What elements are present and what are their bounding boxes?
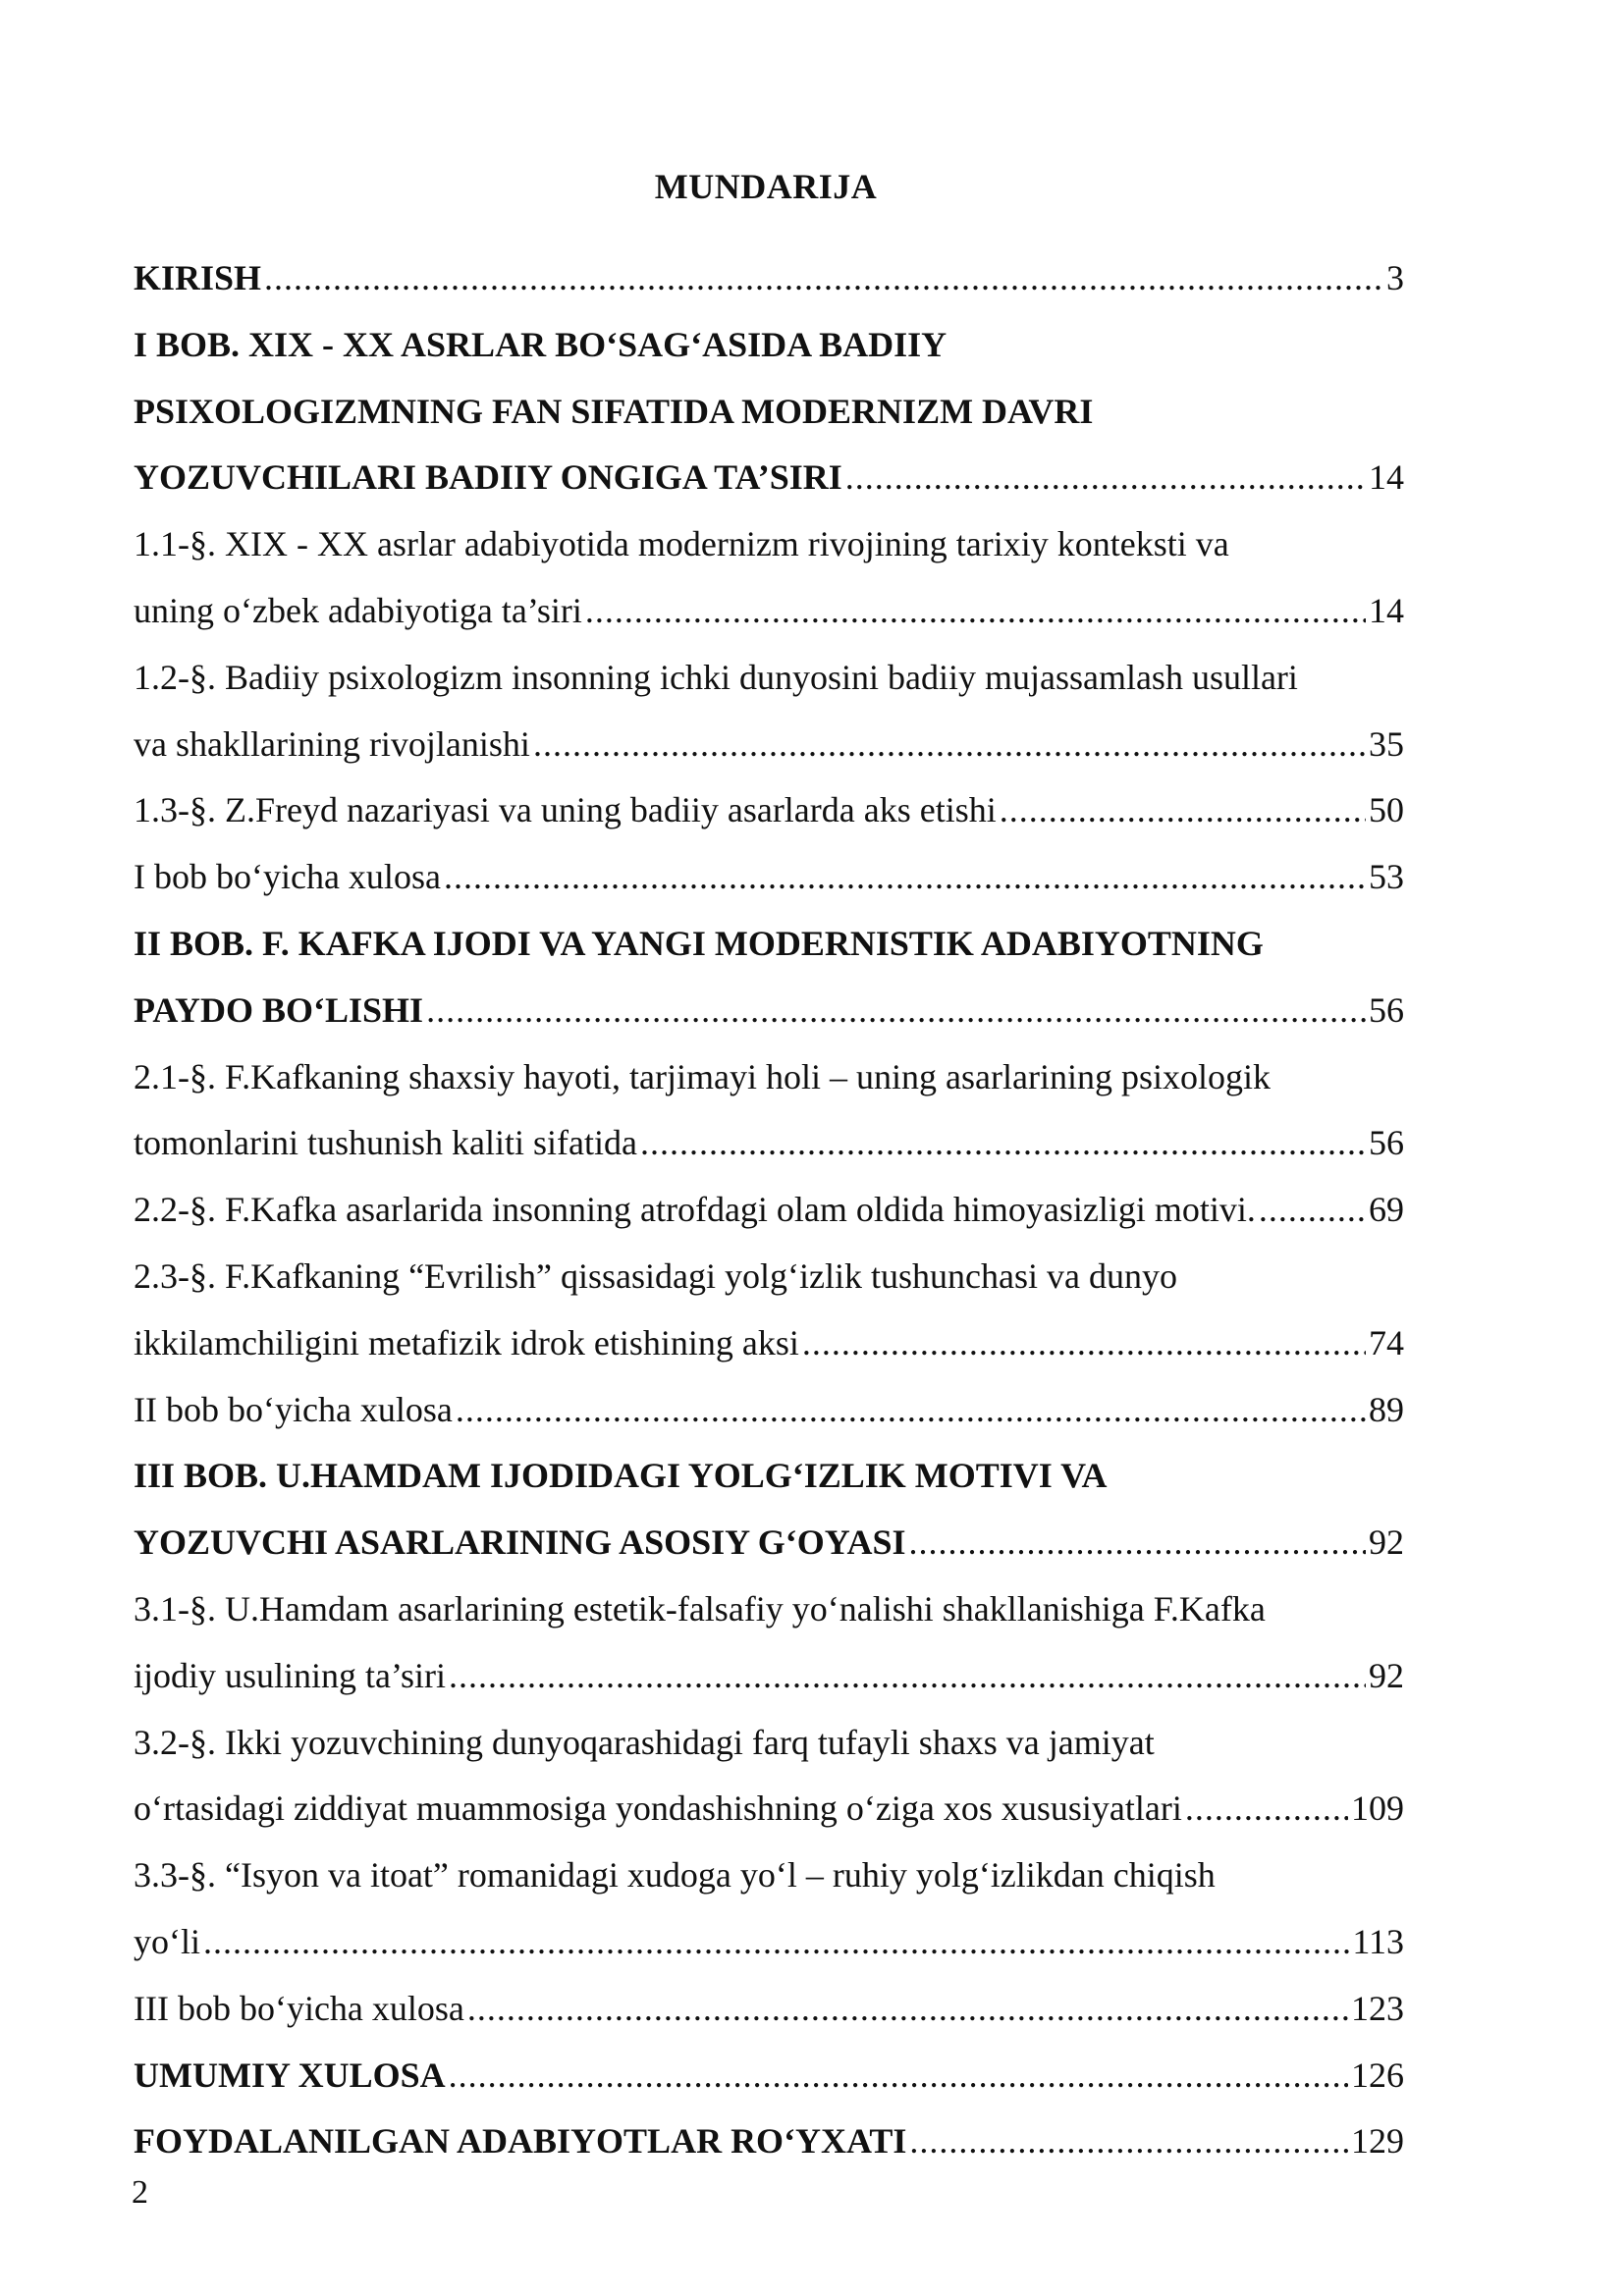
toc-entry-last-line bbox=[134, 578, 1404, 645]
toc-entry-last-line bbox=[134, 2109, 1404, 2175]
toc-entry-line: PSIXOLOGIZMNING FAN SIFATIDA MODERNIZM DAVRI bbox=[134, 391, 1094, 431]
dot-leader bbox=[909, 1510, 1366, 1576]
toc-entry[interactable] bbox=[134, 1710, 1404, 1843]
dot-leader bbox=[533, 712, 1366, 778]
toc-entry-text: KIRISH bbox=[134, 258, 262, 297]
toc-entry-page-number: 50 bbox=[1369, 790, 1404, 830]
toc-entry-last-line bbox=[134, 1110, 1404, 1177]
dot-leader bbox=[467, 1976, 1348, 2043]
toc-entry-page-number: 109 bbox=[1351, 1789, 1404, 1829]
toc-entry-text: I bob bo‘yicha xulosa bbox=[134, 857, 441, 897]
table-of-contents bbox=[134, 245, 1404, 2175]
toc-entry[interactable] bbox=[134, 1576, 1404, 1710]
toc-entry-line: 1.2-§. Badiiy psixologizm insonning ichki dunyosini badiiy mujassamlash usullari bbox=[134, 657, 1298, 697]
toc-entry[interactable] bbox=[134, 1842, 1404, 1976]
toc-entry-text: tomonlarini tushunish kaliti sifatida bbox=[134, 1123, 637, 1163]
toc-entry-page-number: 113 bbox=[1352, 1921, 1404, 1961]
toc-entry[interactable] bbox=[134, 1244, 1404, 1377]
toc-entry-line: 1.1-§. XIX - XX asrlar adabiyotida modernizm rivojining tarixiy konteksti va bbox=[134, 524, 1229, 564]
toc-entry-line: 3.2-§. Ikki yozuvchining dunyoqarashidagi farq tufayli shaxs va jamiyat bbox=[134, 1722, 1155, 1762]
toc-entry-last-line bbox=[134, 1510, 1404, 1576]
toc-entry[interactable] bbox=[134, 245, 1404, 312]
toc-entry[interactable] bbox=[134, 312, 1404, 511]
toc-entry[interactable] bbox=[134, 1443, 1404, 1576]
toc-entry-page-number: 69 bbox=[1369, 1190, 1404, 1230]
toc-title: MUNDARIJA bbox=[654, 167, 878, 206]
dot-leader bbox=[640, 1110, 1366, 1177]
toc-entry[interactable] bbox=[134, 1377, 1404, 1444]
dot-leader bbox=[203, 1909, 1349, 1976]
dot-leader bbox=[585, 578, 1366, 645]
toc-entry-last-line bbox=[134, 445, 1404, 511]
toc-entry-last-line bbox=[134, 844, 1404, 911]
dot-leader bbox=[456, 1377, 1366, 1444]
toc-entry-text: YOZUVCHI ASARLARINING ASOSIY G‘OYASI bbox=[134, 1522, 906, 1563]
dot-leader bbox=[426, 978, 1366, 1044]
page-number: 2 bbox=[132, 2174, 148, 2211]
toc-entry-page-number: 35 bbox=[1369, 723, 1404, 764]
toc-entry-last-line bbox=[134, 1310, 1404, 1377]
toc-entry-last-line bbox=[134, 2043, 1404, 2109]
toc-entry-last-line bbox=[134, 1177, 1404, 1244]
toc-entry-last-line bbox=[134, 712, 1404, 778]
toc-entry-page-number: 56 bbox=[1369, 989, 1404, 1030]
toc-entry-line: II BOB. F. KAFKA IJODI VA YANGI MODERNISTIK ADABIYOTNING bbox=[134, 923, 1264, 963]
dot-leader bbox=[1185, 1776, 1348, 1842]
toc-entry-page-number: 89 bbox=[1369, 1389, 1404, 1429]
toc-entry-page-number: 126 bbox=[1351, 2055, 1404, 2095]
toc-entry-line: 2.1-§. F.Kafkaning shaxsiy hayoti, tarjimayi holi – uning asarlarining psixologik bbox=[134, 1056, 1271, 1096]
toc-entry[interactable] bbox=[134, 511, 1404, 645]
toc-entry[interactable] bbox=[134, 1976, 1404, 2043]
toc-entry-text: YOZUVCHILARI BADIIY ONGIGA TA’SIRI bbox=[134, 457, 842, 498]
toc-entry-page-number: 129 bbox=[1351, 2121, 1404, 2162]
toc-entry-last-line bbox=[134, 1643, 1404, 1710]
toc-entry-last-line bbox=[134, 777, 1404, 844]
toc-entry-line: III BOB. U.HAMDAM IJODIDAGI YOLG‘IZLIK MOTIVI VA bbox=[134, 1456, 1108, 1496]
dot-leader bbox=[802, 1310, 1366, 1377]
dot-leader bbox=[264, 245, 1383, 312]
toc-entry-text: ijodiy usulining ta’siri bbox=[134, 1655, 447, 1695]
toc-entry-page-number: 92 bbox=[1369, 1655, 1404, 1695]
toc-entry-last-line bbox=[134, 1976, 1404, 2043]
toc-entry-last-line bbox=[134, 1776, 1404, 1842]
toc-entry-page-number: 123 bbox=[1351, 1988, 1404, 2028]
toc-entry[interactable] bbox=[134, 1177, 1404, 1244]
toc-entry-line: I BOB. XIX - XX ASRLAR BO‘SAG‘ASIDA BADIIY bbox=[134, 324, 947, 364]
toc-entry[interactable] bbox=[134, 645, 1404, 778]
toc-entry-page-number: 92 bbox=[1369, 1522, 1404, 1563]
toc-entry[interactable] bbox=[134, 2109, 1404, 2175]
toc-entry-text: UMUMIY XULOSA bbox=[134, 2055, 446, 2095]
dot-leader bbox=[845, 445, 1366, 511]
dot-leader bbox=[1000, 777, 1366, 844]
toc-entry[interactable] bbox=[134, 844, 1404, 911]
toc-entry-text: III bob bo‘yicha xulosa bbox=[134, 1988, 464, 2028]
toc-entry-text: yo‘li bbox=[134, 1921, 200, 1961]
toc-entry-line: 2.3-§. F.Kafkaning “Evrilish” qissasidagi yolg‘izlik tushunchasi va dunyo bbox=[134, 1255, 1177, 1296]
toc-entry-page-number: 56 bbox=[1369, 1123, 1404, 1163]
toc-entry-page-number: 53 bbox=[1369, 857, 1404, 897]
toc-entry-line: 3.3-§. “Isyon va itoat” romanidagi xudoga yo‘l – ruhiy yolg‘izlikdan chiqish bbox=[134, 1855, 1216, 1896]
toc-entry[interactable] bbox=[134, 2043, 1404, 2109]
toc-entry-text: 1.3-§. Z.Freyd nazariyasi va uning badiiy asarlarda aks etishi bbox=[134, 790, 997, 830]
toc-entry-text: 2.2-§. F.Kafka asarlarida insonning atrofdagi olam oldida himoyasizligi motivi. bbox=[134, 1190, 1256, 1230]
toc-entry[interactable] bbox=[134, 777, 1404, 844]
dot-leader bbox=[1259, 1177, 1366, 1244]
toc-entry-page-number: 14 bbox=[1369, 590, 1404, 630]
toc-entry-page-number: 74 bbox=[1369, 1322, 1404, 1362]
toc-entry-text: PAYDO BO‘LISHI bbox=[134, 989, 424, 1030]
toc-entry-last-line bbox=[134, 245, 1404, 312]
dot-leader bbox=[449, 1643, 1366, 1710]
toc-entry-text: va shakllarining rivojlanishi bbox=[134, 723, 530, 764]
toc-entry[interactable] bbox=[134, 1044, 1404, 1178]
toc-entry[interactable] bbox=[134, 911, 1404, 1044]
toc-entry-text: II bob bo‘yicha xulosa bbox=[134, 1389, 453, 1429]
dot-leader bbox=[444, 844, 1366, 911]
toc-entry-page-number: 3 bbox=[1386, 258, 1404, 297]
toc-entry-last-line bbox=[134, 978, 1404, 1044]
toc-entry-text: FOYDALANILGAN ADABIYOTLAR RO‘YXATI bbox=[134, 2121, 907, 2162]
toc-entry-text: uning o‘zbek adabiyotiga ta’siri bbox=[134, 590, 582, 630]
toc-entry-text: o‘rtasidagi ziddiyat muammosiga yondashishning o‘ziga xos xususiyatlari bbox=[134, 1789, 1182, 1829]
dot-leader bbox=[909, 2109, 1348, 2175]
toc-entry-text: ikkilamchiligini metafizik idrok etishining aksi bbox=[134, 1322, 799, 1362]
dot-leader bbox=[449, 2043, 1348, 2109]
toc-entry-last-line bbox=[134, 1909, 1404, 1976]
toc-entry-last-line bbox=[134, 1377, 1404, 1444]
toc-entry-line: 3.1-§. U.Hamdam asarlarining estetik-falsafiy yo‘nalishi shakllanishiga F.Kafka bbox=[134, 1588, 1266, 1629]
toc-entry-page-number: 14 bbox=[1369, 457, 1404, 498]
